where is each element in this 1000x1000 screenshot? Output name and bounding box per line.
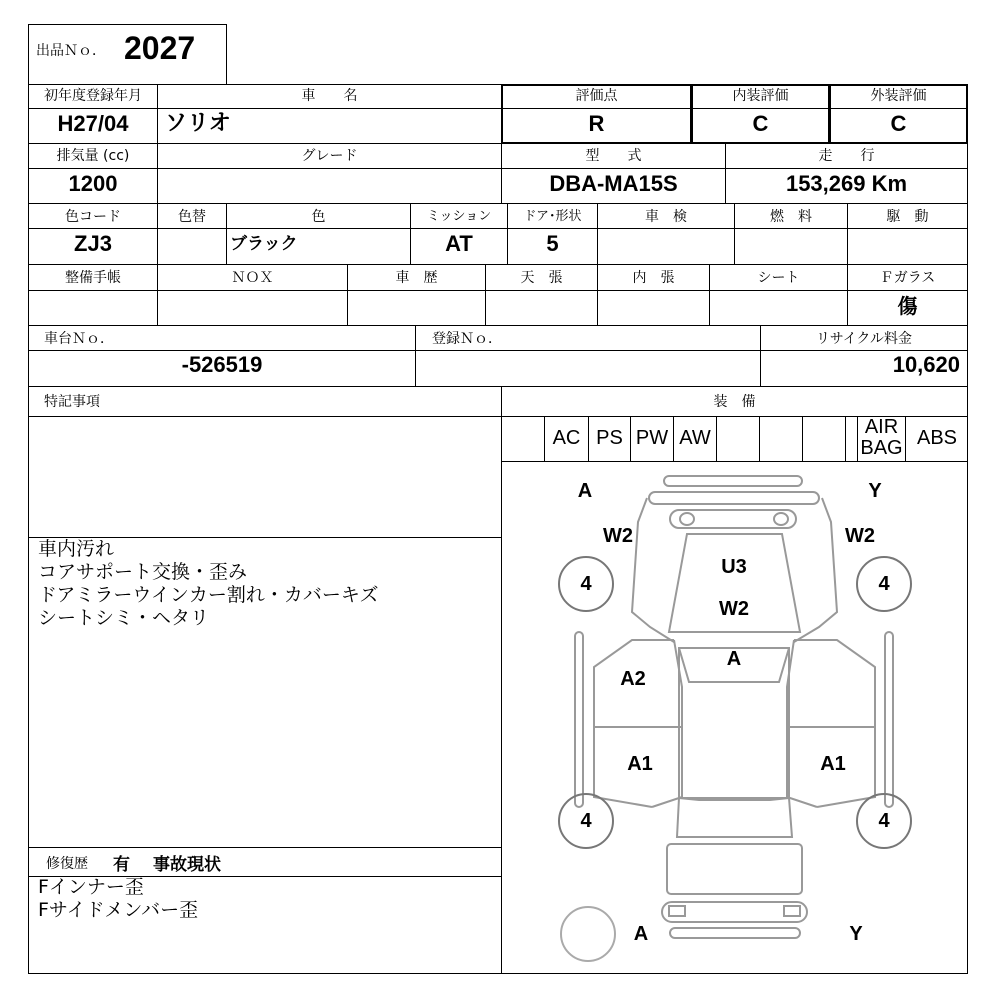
mark-tire-fr: 4 (878, 573, 890, 595)
remarks-label: 特記事項 (44, 394, 100, 410)
lot-number-value: 2027 (124, 30, 196, 66)
equipment-ps: PS (589, 416, 631, 461)
repair-status: 事故現状 (153, 855, 221, 875)
color-code-value: ZJ3 (74, 231, 112, 256)
row3-divider (28, 228, 968, 229)
chassis-label: 車台Ｎｏ． (44, 331, 114, 347)
model-value: DBA-MA15S (549, 171, 678, 196)
equipment-slot-7 (760, 416, 803, 461)
car-name-label: 車 名 (301, 88, 358, 104)
mark-rear-left: A (633, 923, 649, 945)
remarks-line-1: 車内汚れ (38, 538, 115, 560)
mission-label: ミッション (426, 209, 492, 224)
mark-windshield-1: U3 (721, 556, 747, 578)
interior-value: C (752, 111, 769, 136)
displacement-value: 1200 (68, 171, 118, 196)
mark-w2-left: W2 (603, 525, 633, 547)
mark-a1-left: A1 (627, 753, 653, 775)
repair-value: 有 (113, 855, 130, 875)
model-label: 型 式 (585, 148, 642, 164)
remarks-line-4: シートシミ・ヘタリ (38, 607, 210, 629)
recycle-value: 10,620 (892, 352, 960, 377)
equipment-slot-6 (717, 416, 760, 461)
score-label: 評価点 (575, 88, 618, 104)
repair-line-1: Fインナー歪 (38, 876, 144, 898)
displacement-label: 排気量 (cc) (56, 148, 130, 164)
car-name-value: ソリオ (165, 111, 231, 136)
seat-label: シート (757, 270, 800, 286)
roof-label: 天 張 (520, 270, 563, 286)
row2-divider (28, 168, 968, 169)
equipment-pw: PW (631, 416, 674, 461)
equipment-airbag: AIR BAG (858, 416, 906, 461)
recycle-label: リサイクル料金 (815, 331, 913, 347)
row4-divider (28, 290, 968, 291)
mark-tire-rl: 4 (580, 810, 592, 832)
mark-a2: A2 (620, 668, 646, 690)
mileage-label: 走 行 (818, 148, 875, 164)
reg-date-value: H27/04 (57, 111, 129, 136)
mark-front-right: Y (868, 480, 882, 502)
repair-label: 修復歴 (46, 856, 88, 872)
score-value: R (588, 111, 605, 136)
exterior-label: 外装評価 (870, 88, 927, 104)
remarks-line-2: コアサポート交換・歪み (38, 561, 248, 583)
mark-front-left: A (577, 480, 593, 502)
equipment-slot-8 (803, 416, 846, 461)
interior-label: 内装評価 (732, 88, 789, 104)
color-label: 色 (311, 209, 326, 225)
equipment-label: 装 備 (713, 394, 756, 410)
door-value: 5 (546, 231, 559, 256)
color-value: ブラック (230, 234, 298, 254)
inspection-label: 車 検 (645, 209, 687, 225)
mark-a1-right: A1 (820, 753, 846, 775)
equipment-aw: AW (674, 416, 717, 461)
remarks-header-divider (28, 416, 502, 417)
equipment-slot-1 (501, 416, 545, 461)
regno-label: 登録Ｎｏ． (432, 331, 502, 347)
chassis-value: -526519 (181, 352, 263, 377)
lot-number-label: 出品Ｎｏ． (36, 43, 106, 59)
color-code-label: 色コード (65, 209, 121, 225)
fglass-value: 傷 (897, 294, 918, 318)
door-label: ドア･形状 (523, 209, 582, 224)
repair-top-divider (28, 847, 502, 848)
fglass-label: Ｆガラス (879, 270, 936, 286)
vehicle-diagram (502, 462, 967, 973)
drive-label: 駆 動 (886, 209, 929, 225)
equipment-ac: AC (545, 416, 589, 461)
mark-roof: A (726, 648, 742, 670)
repair-line-2: Fサイドメンバー歪 (38, 899, 199, 921)
row5-divider (28, 350, 968, 351)
grade-label: グレード (301, 148, 358, 164)
mileage-value: 153,269 Km (785, 171, 908, 196)
reg-date-label: 初年度登録年月 (44, 88, 142, 104)
mark-tire-rr: 4 (878, 810, 890, 832)
mark-windshield-2: W2 (719, 598, 749, 620)
remarks-line-3: ドアミラーウインカー割れ・カバーキズ (38, 584, 379, 606)
mark-w2-right: W2 (845, 525, 875, 547)
equipment-abs: ABS (916, 427, 958, 449)
exterior-value: C (890, 111, 907, 136)
nox-label: ＮＯＸ (231, 270, 274, 286)
mark-tire-fl: 4 (580, 573, 592, 595)
inner-label: 内 張 (632, 270, 675, 286)
score-divider (501, 108, 968, 109)
mark-rear-right: Y (849, 923, 863, 945)
mission-value: AT (445, 231, 473, 256)
fuel-label: 燃 料 (770, 209, 812, 225)
repaint-label: 色替 (178, 209, 206, 225)
maint-label: 整備手帳 (65, 270, 121, 286)
history-label: 車 歴 (395, 270, 438, 286)
equipment-slot-9 (846, 416, 858, 461)
